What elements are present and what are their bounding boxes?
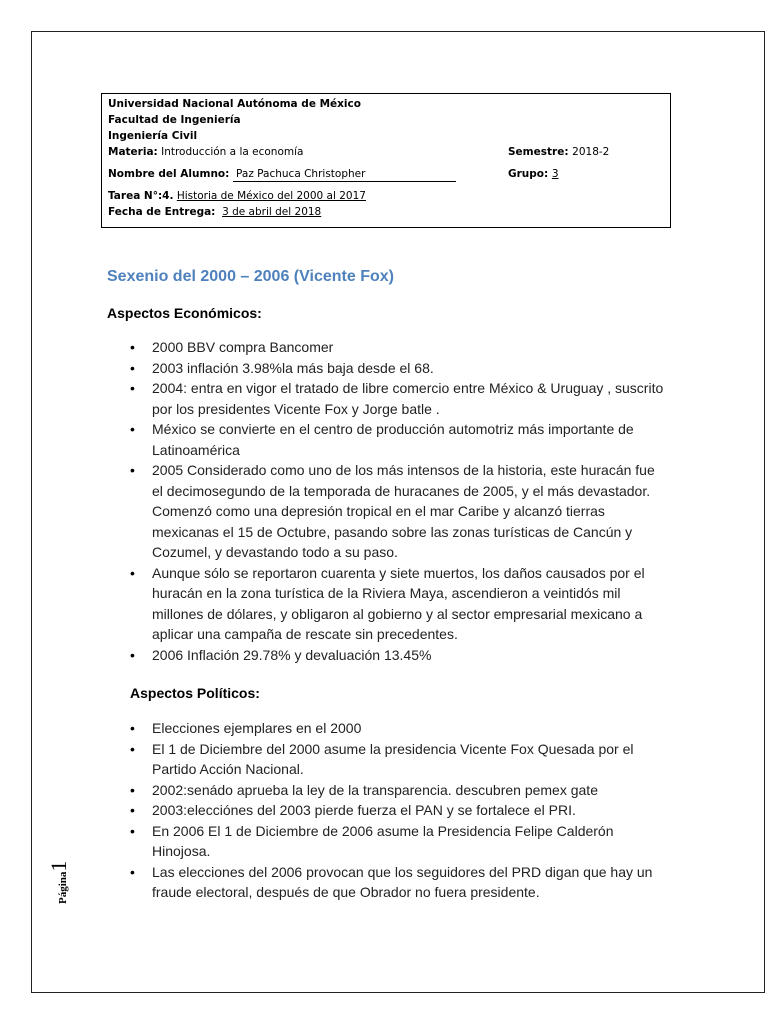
task-label: Tarea N°:4. [108,190,174,202]
date-label: Fecha de Entrega: [108,206,216,218]
subject-label: Materia: [108,146,158,158]
list-item: • 2000 BBV compra Bancomer [128,337,668,358]
page-number-label [46,861,72,904]
date-value: 3 de abril del 2018 [222,206,322,218]
list-item: • 2004: entra en vigor el tratado de libre comercio entre México & Uruguay , suscrito por los presidentes Vicente Fox y Jorge batle . [128,378,668,419]
career-name: Ingeniería Civil [108,130,198,142]
list-item: • 2006 Inflación 29.78% y devaluación 13.45% [128,645,668,666]
student-name-text: Paz Pachuca Christopher [236,168,366,180]
page-word: Página [57,871,69,904]
semester-block [508,144,609,160]
list-item: • 2003:elecciónes del 2003 pierde fuerza el PAN y se fortalece el PRI. [128,800,668,821]
document-page [31,31,765,993]
header-info-box [101,93,671,228]
university-name: Universidad Nacional Autónoma de México [108,98,361,110]
semester-value: 2018-2 [572,146,610,158]
list-item: • 2003 inflación 3.98%la más baja desde el 68. [128,358,668,379]
economic-list [128,337,668,665]
task-row [108,188,664,204]
page-number: 1 [46,860,71,872]
list-item: • En 2006 El 1 de Diciembre de 2006 asume la Presidencia Felipe Calderón Hinojosa. [128,821,668,862]
student-label: Nombre del Alumno: [108,168,230,180]
section-title: Sexenio del 2000 – 2006 (Vicente Fox) [107,268,394,285]
political-heading: Aspectos Políticos: [130,685,260,701]
group-block [508,166,559,182]
semester-label: Semestre: [508,146,569,158]
list-item: • Las elecciones del 2006 provocan que los seguidores del PRD digan que hay un fraude electoral, después de que Obrador no fuera presidente. [128,862,668,903]
list-item: • Elecciones ejemplares en el 2000 [128,718,668,739]
faculty-name: Facultad de Ingeniería [108,114,241,126]
group-value: 3 [551,168,559,180]
group-label: Grupo: [508,168,549,180]
date-row [108,204,664,220]
list-item: • Aunque sólo se reportaron cuarenta y siete muertos, los daños causados por el huracán en la zona turística de la Riviera Maya, ascendieron a veintidós mil millones de dólares, y obligaron al gobierno y al sector empresarial mexicano a aplicar una campaña de rescate sin precedentes. [128,563,668,645]
student-row [108,166,664,182]
list-item: • México se convierte en el centro de producción automotriz más importante de Latinoamérica [128,419,668,460]
list-item: • 2002:senádo aprueba la ley de la transparencia. descubren pemex gate [128,780,668,801]
economic-heading: Aspectos Económicos: [107,305,262,321]
student-name [233,168,456,182]
subject-row [108,144,664,160]
subject-value: Introducción a la economía [161,146,304,158]
list-item: • 2005 Considerado como uno de los más intensos de la historia, este huracán fue el decimosegundo de la temporada de huracanes de 2005, y el más devastador. Comenzó como una depresión tropical en el mar Caribe y alcanzó tierras mexicanas el 15 de Octubre, pasando sobre las zonas turísticas de Cancún y Cozumel, y devastando todo a su paso. [128,460,668,563]
political-list [128,718,668,903]
list-item: • El 1 de Diciembre del 2000 asume la presidencia Vicente Fox Quesada por el Partido Acción Nacional. [128,739,668,780]
task-value: Historia de México del 2000 al 2017 [176,190,366,202]
